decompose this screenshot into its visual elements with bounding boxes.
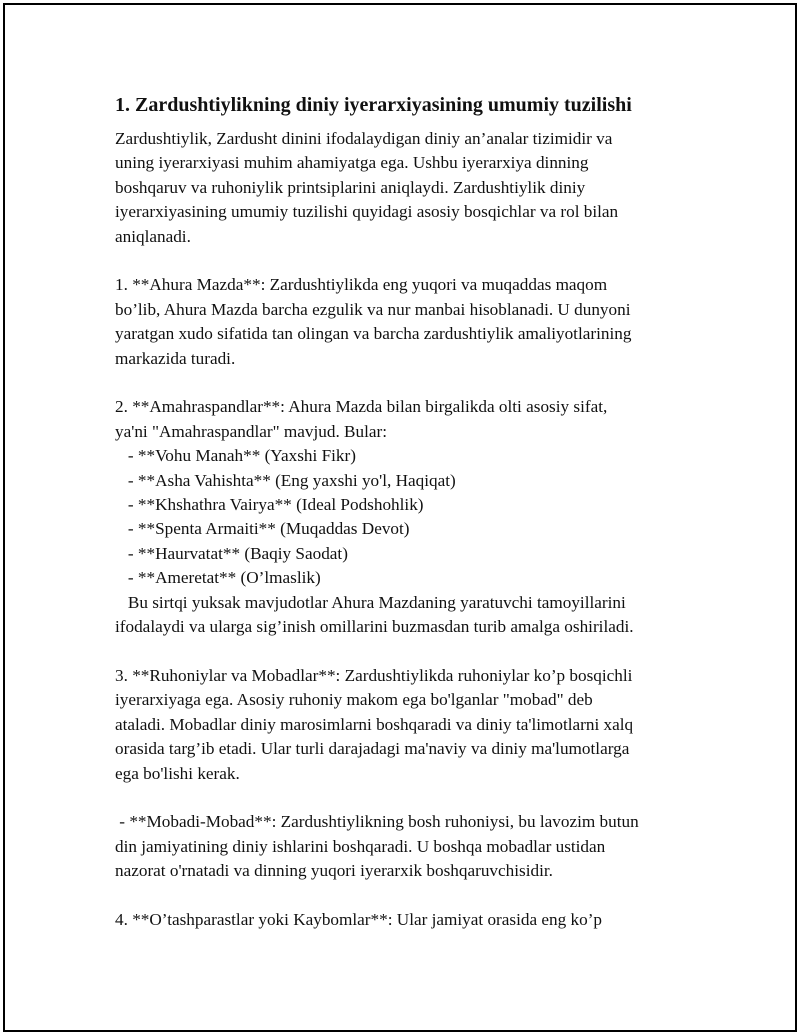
text-line: 3. **Ruhoniylar va Mobadlar**: Zardushtiylikda ruhoniylar ko’p bosqichli — [115, 665, 633, 685]
text-line: ega bo'lishi kerak. — [115, 763, 240, 783]
text-line: bo’lib, Ahura Mazda barcha ezgulik va nur manbai hisoblanadi. U dunyoni — [115, 299, 631, 319]
list-item: - **Asha Vahishta** (Eng yaxshi yo'l, Haqiqat) — [115, 470, 456, 490]
text-line: yaratgan xudo sifatida tan olingan va barcha zardushtiylik amaliyotlarining — [115, 324, 632, 344]
blank-line — [115, 371, 685, 395]
text-line: iyerarxiyasining umumiy tuzilishi quyidagi asosiy bosqichlar va rol bilan — [115, 202, 619, 222]
text-line: nazorat o'rnatadi va dinning yuqori iyerarxik boshqaruvchisidir. — [115, 861, 553, 881]
blank-line — [115, 249, 685, 273]
list-item: - **Haurvatat** (Baqiy Saodat) — [115, 543, 348, 563]
text-line: ya'ni "Amahraspandlar" mavjud. Bular: — [115, 421, 388, 441]
blank-line — [115, 640, 685, 664]
section-amahraspandlar — [115, 395, 685, 639]
list-item: - **Khshathra Vairya** (Ideal Podshohlik) — [115, 495, 424, 515]
blank-line — [115, 884, 685, 908]
document-body — [115, 92, 685, 932]
blank-line — [115, 786, 685, 810]
text-line: din jamiyatining diniy ishlarini boshqaradi. U boshqa mobadlar ustidan — [115, 836, 606, 856]
text-line: 2. **Amahraspandlar**: Ahura Mazda bilan birgalikda olti asosiy sifat, — [115, 397, 608, 417]
section-otashparastlar — [115, 908, 685, 932]
text-line: Bu sirtqi yuksak mavjudotlar Ahura Mazdaning yaratuvchi tamoyillarini — [115, 592, 626, 612]
text-line: - **Mobadi-Mobad**: Zardushtiylikning bosh ruhoniysi, bu lavozim butun — [115, 812, 639, 832]
text-line: uning iyerarxiyasi muhim ahamiyatga ega. Ushbu iyerarxiya dinning — [115, 153, 589, 173]
text-line: 1. **Ahura Mazda**: Zardushtiylikda eng yuqori va muqaddas maqom — [115, 275, 608, 295]
list-item: - **Vohu Manah** (Yaxshi Fikr) — [115, 446, 356, 466]
text-line: aniqlanadi. — [115, 226, 191, 246]
text-line: orasida targ’ib etadi. Ular turli darajadagi ma'naviy va diniy ma'lumotlarga — [115, 739, 630, 759]
text-line: ataladi. Mobadlar diniy marosimlarni boshqaradi va diniy ta'limotlarni xalq — [115, 714, 634, 734]
text-line: boshqaruv va ruhoniylik printsiplarini aniqlaydi. Zardushtiylik diniy — [115, 177, 586, 197]
intro-paragraph — [115, 127, 685, 249]
text-line: 4. **O’tashparastlar yoki Kaybomlar**: Ular jamiyat orasida eng ko’p — [115, 909, 603, 929]
text-line: iyerarxiyaga ega. Asosiy ruhoniy makom ega bo'lganlar "mobad" deb — [115, 690, 593, 710]
list-item: - **Spenta Armaiti** (Muqaddas Devot) — [115, 519, 410, 539]
section-ahura-mazda — [115, 273, 685, 371]
section-ruhoniylar — [115, 664, 685, 786]
document-title: 1. Zardushtiylikning diniy iyerarxiyasining umumiy tuzilishi — [115, 94, 632, 116]
list-item: - **Ameretat** (O’lmaslik) — [115, 568, 321, 588]
text-line: Zardushtiylik, Zardusht dinini ifodalaydigan diniy an’analar tizimidir va — [115, 129, 613, 148]
text-line: ifodalaydi va ularga sig’inish omillarini buzmasdan turib amalga oshiriladi. — [115, 617, 634, 637]
text-line: markazida turadi. — [115, 348, 236, 368]
section-mobadi-mobad — [115, 810, 685, 883]
